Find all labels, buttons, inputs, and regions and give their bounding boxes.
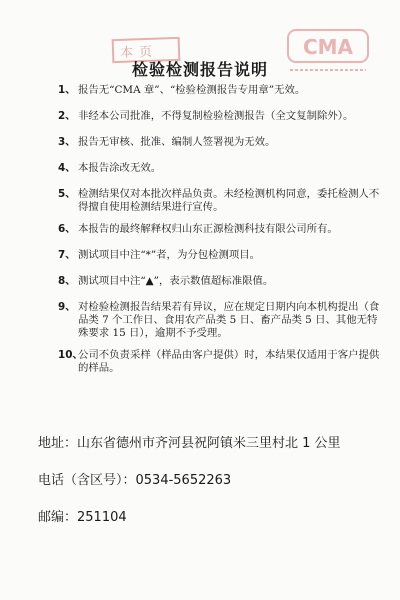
- list-item: [58, 110, 384, 123]
- item-text: 本报告涂改无效。: [78, 162, 162, 174]
- list-item: [58, 84, 384, 97]
- list-item: [58, 275, 384, 288]
- list-item: [58, 349, 384, 375]
- item-number: 4、: [58, 162, 76, 174]
- postcode-line: 邮编：251104: [38, 510, 127, 525]
- page-title: 检验检测报告说明: [131, 60, 268, 79]
- list-item: [58, 188, 384, 214]
- item-number: 7、: [58, 249, 76, 261]
- item-text: 测试项目中注“▲”，表示数值超标准限值。: [78, 275, 274, 287]
- item-text: 公司不负责采样（样品由客户提供）时，本结果仅适用于客户提供的样品。: [78, 349, 380, 374]
- contact-info: [38, 432, 341, 543]
- item-number: 5、: [58, 188, 76, 200]
- stamp-left-text: 本页: [119, 44, 159, 61]
- item-text: 测试项目中注“*”者，为分包检测项目。: [78, 249, 261, 261]
- list-item: [58, 162, 384, 175]
- item-text: 检测结果仅对本批次样品负责。未经检测机构同意，委托检测人不得擅自使用检测结果进行宣传。: [78, 188, 380, 213]
- notice-list: [58, 84, 384, 384]
- list-item: [58, 249, 384, 262]
- item-number: 6、: [58, 223, 76, 235]
- list-item: [58, 301, 384, 340]
- item-text: 报告无审核、批准、编制人签署视为无效。: [78, 136, 276, 148]
- address-line: 地址：山东省德州市齐河县祝阿镇米三里村北 1 公里: [38, 436, 341, 451]
- item-text: 对检验检测报告结果若有异议，应在规定日期内向本机构提出（食品类 7 个工作日、食用农产品类 5 日、畜产品类 5 日、其他无特殊要求 15 日），逾期不予受理。: [78, 301, 380, 339]
- item-number: 9、: [58, 301, 76, 313]
- item-text: 本报告的最终解释权归山东正源检测科技有限公司所有。: [78, 223, 338, 235]
- item-text: 报告无“CMA 章”、“检验检测报告专用章”无效。: [78, 84, 306, 96]
- item-text: 非经本公司批准，不得复制检验检测报告（全文复制除外）。: [78, 110, 354, 122]
- svg-text:CMA: CMA: [302, 35, 354, 59]
- item-number: 10、: [58, 349, 83, 361]
- list-item: [58, 223, 384, 236]
- item-number: 2、: [58, 110, 76, 122]
- item-number: 1、: [58, 84, 76, 96]
- phone-line: 电话（含区号）：0534-5652263: [38, 473, 232, 488]
- item-number: 3、: [58, 136, 76, 148]
- item-number: 8、: [58, 275, 76, 287]
- list-item: [58, 136, 384, 149]
